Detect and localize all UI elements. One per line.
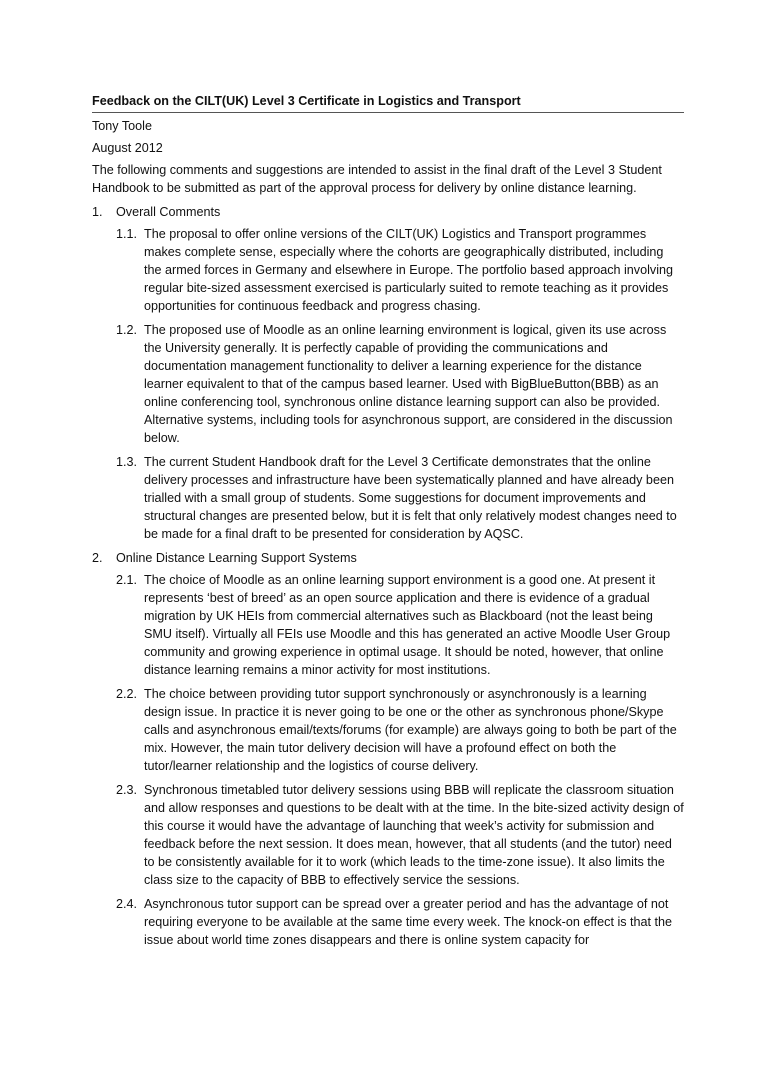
subsection — [92, 685, 684, 775]
subsection — [92, 895, 684, 949]
subsection-text: The proposal to offer online versions of the CILT(UK) Logistics and Transport programmes makes complete sense, especially where the cohorts are geographically distributed, including the armed forces in Germany and elsewhere in Europe. The portfolio based approach involving regular bite-sized assessment exercised is particularly suited to remote teaching as it provides opportunities for continuous feedback and progress chasing. — [144, 227, 674, 313]
subsection — [92, 225, 684, 315]
subsection — [92, 571, 684, 679]
subsection-text: The current Student Handbook draft for the Level 3 Certificate demonstrates that the online delivery processes and infrastructure have been systematically planned and have already been trialled with a small group of students. Some suggestions for document improvements and structural changes are presented below, but it is felt that only relatively modest changes need to be made for a final draft to be presented for consideration by AQSC. — [144, 455, 677, 541]
subsection-number: 2.3. — [116, 783, 138, 797]
subsection-text: The choice between providing tutor support synchronously or asynchronously is a learning design issue. In practice it is never going to be one or the other as synchronous phone/Skype calls and asynchronous email/texts/forums (for example) are always going to both be part of the mix. However, the main tutor delivery decision will have a profound effect on both the tutor/learner relationship and the logistics of course delivery. — [144, 687, 677, 773]
section-number: 2. — [92, 551, 103, 565]
subsection-number: 1.2. — [116, 323, 138, 337]
date: August 2012 — [92, 141, 163, 155]
subsection-text: The proposed use of Moodle as an online learning environment is logical, given its use across the University generally. It is perfectly capable of providing the communications and documentation management functionality to deliver a learning experience for the distance learner equivalent to that of the campus based learner. Used with BigBlueButton(BBB) as an online conferencing tool, synchronous online distance learning support can also be provided. Alternative systems, including tools for asynchronous support, are considered in the discussion below. — [144, 323, 673, 445]
subsection — [92, 781, 684, 889]
intro-paragraph: The following comments and suggestions are intended to assist in the final draft of the Level 3 Student Handbook to be submitted as part of the approval process for delivery by online distance learning. — [92, 163, 662, 195]
subsection — [92, 453, 684, 543]
subsection — [92, 321, 684, 447]
section-number: 1. — [92, 205, 103, 219]
author: Tony Toole — [92, 119, 152, 133]
document-title: Feedback on the CILT(UK) Level 3 Certificate in Logistics and Transport — [92, 92, 684, 113]
subsection-number: 2.2. — [116, 687, 138, 701]
document-body — [92, 92, 684, 955]
section-title: Online Distance Learning Support Systems — [116, 551, 357, 565]
subsection-number: 2.1. — [116, 573, 138, 587]
subsection-text: The choice of Moodle as an online learning support environment is a good one. At present it represents ‘best of breed’ as an open source application and there is evidence of a gradual migration by UK HEIs from commercial alternatives such as Blackboard (not the least being SMU itself). Virtually all FEIs use Moodle and this has generated an active Moodle User Group community and growing experience in optimal usage. It should be noted, however, that online distance learning remains a minor activity for most institutions. — [144, 573, 671, 677]
section-title: Overall Comments — [116, 205, 221, 219]
subsection-number: 1.3. — [116, 455, 138, 469]
subsection-text: Asynchronous tutor support can be spread over a greater period and has the advantage of not requiring everyone to be available at the same time every week. The knock-on effect is that the issue about world time zones disappears and there is online system capacity for — [144, 897, 673, 947]
subsection-text: Synchronous timetabled tutor delivery sessions using BBB will replicate the classroom situation and allow responses and questions to be dealt with at the time. In the bite-sized activity design of this course it would have the advantage of launching that week’s activity for submission and feedback before the next session. It does mean, however, that all students (and the tutor) need to be consistently available for it to work (which leads to the time-zone issue). It also limits the class size to the capacity of BBB to effectively service the sessions. — [144, 783, 684, 887]
section-heading — [92, 203, 684, 221]
section-heading — [92, 549, 684, 567]
subsection-number: 1.1. — [116, 227, 138, 241]
subsection-number: 2.4. — [116, 897, 138, 911]
